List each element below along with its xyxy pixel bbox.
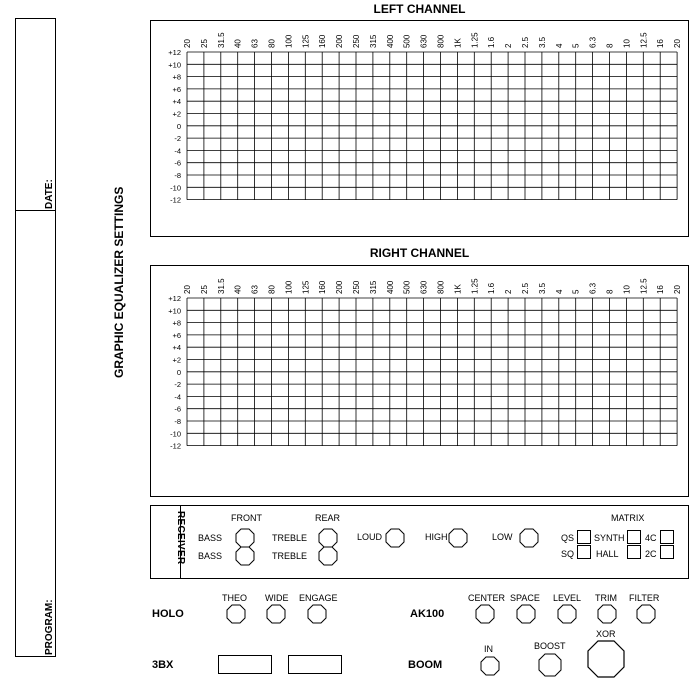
right-channel-grid [150,265,689,497]
right-level-label: +2 [172,355,181,365]
wide-label: WIDE [265,593,289,603]
right-level-label: +6 [172,330,181,340]
left-level-label: -10 [170,183,181,193]
theo-label: THEO [222,593,248,603]
right-level-label: -2 [174,380,181,390]
left-freq-label: 10 [622,39,632,48]
right-level-label: -10 [170,429,181,439]
left-freq-label: 500 [402,34,412,48]
wide-knob[interactable] [266,604,286,624]
space-knob[interactable] [516,604,536,624]
left-freq-label: 20 [673,39,683,48]
left-freq-label: 8 [605,43,615,48]
in-knob[interactable] [480,656,500,676]
holo-label: HOLO [152,608,184,620]
right-level-label: +8 [172,318,181,328]
right-freq-label: 20 [183,285,192,294]
left-level-label: +8 [172,72,181,82]
sq-label: SQ [561,549,575,559]
right-level-label: -8 [174,417,181,426]
right-level-label: +12 [168,294,181,303]
left-level-label: +10 [168,60,181,70]
high-label: HIGH [425,532,448,542]
left-level-label: 0 [176,121,181,131]
right-freq-label: 125 [301,280,311,294]
left-freq-label: 250 [352,34,361,48]
left-freq-label: 1K [453,38,463,48]
trim-knob[interactable] [597,604,617,624]
3bx-slot-1[interactable] [218,655,272,674]
right-freq-label: 1.25 [470,278,480,294]
qs-checkbox[interactable] [577,530,591,544]
filter-label: FILTER [629,593,660,603]
boost-label: BOOST [534,641,566,651]
right-freq-label: 100 [284,280,294,294]
front-label: FRONT [231,513,262,523]
theo-knob[interactable] [226,604,246,624]
right-freq-label: 4 [554,289,564,294]
right-freq-label: 25 [199,285,209,294]
center-label: CENTER [468,593,506,603]
xor-label: XOR [596,629,616,639]
low-knob[interactable] [519,528,539,548]
right-freq-label: 1K [453,284,463,294]
date-label: DATE: [44,179,55,209]
bass-front-knob[interactable] [235,528,255,548]
right-freq-label: 6.3 [588,282,598,294]
level-label: LEVEL [553,593,582,603]
left-freq-label: 80 [267,39,277,48]
treble-2-knob[interactable] [318,546,338,566]
in-label: IN [484,644,493,654]
left-freq-label: 4 [554,43,564,48]
left-freq-label: 16 [656,39,666,48]
left-freq-label: 200 [335,34,345,48]
left-freq-label: 25 [199,39,209,48]
left-level-label: +4 [172,97,181,107]
program-label: PROGRAM: [44,599,55,655]
loud-label: LOUD [357,532,383,542]
right-freq-label: 31.5 [216,278,226,294]
xor-knob[interactable] [587,640,625,678]
left-channel-grid [150,20,689,237]
right-level-label: -12 [170,441,181,451]
left-channel-title: LEFT CHANNEL [373,2,466,16]
left-freq-label: 160 [318,34,328,48]
2c-label: 2C [645,549,657,559]
hall-checkbox[interactable] [627,545,641,559]
right-freq-label: 12.5 [639,278,649,294]
engage-knob[interactable] [307,604,327,624]
left-freq-label: 63 [250,39,260,48]
right-freq-label: 160 [318,280,328,294]
hall-label: HALL [596,549,619,559]
left-freq-label: 3.5 [537,36,547,48]
engage-label: ENGAGE [299,593,338,603]
left-freq-label: 630 [419,34,429,48]
right-freq-label: 10 [622,285,632,294]
left-freq-label: 800 [436,34,446,48]
left-level-label: -6 [174,158,181,168]
left-level-label: -8 [174,171,181,180]
filter-knob[interactable] [636,604,656,624]
left-level-label: +2 [172,109,181,119]
left-freq-label: 125 [301,34,311,48]
level-knob[interactable] [557,604,577,624]
left-freq-label: 5 [571,43,581,48]
loud-knob[interactable] [385,528,405,548]
left-level-label: -2 [174,134,181,144]
right-level-label: -6 [174,404,181,414]
left-level-label: +12 [168,48,181,57]
right-freq-label: 5 [571,289,581,294]
left-level-label: -4 [174,146,181,156]
right-level-label: +4 [172,343,181,353]
3bx-slot-2[interactable] [288,655,342,674]
left-freq-label: 6.3 [588,36,598,48]
synth-checkbox[interactable] [627,530,641,544]
right-level-label: +10 [168,306,181,316]
left-freq-label: 20 [183,39,192,48]
left-level-label: -12 [170,195,181,205]
left-freq-label: 1.25 [470,32,480,48]
boom-label: BOOM [408,659,443,671]
right-channel-frame [150,265,689,497]
sidebar-divider [15,210,56,211]
right-freq-label: 630 [419,280,429,294]
sidebar-frame [15,18,56,657]
qs-label: QS [561,533,575,543]
right-freq-label: 16 [656,285,666,294]
right-freq-label: 20 [673,285,683,294]
treble-1-label: TREBLE [272,533,308,543]
left-freq-label: 1.6 [487,36,497,48]
trim-label: TRIM [595,593,617,603]
left-level-label: +6 [172,84,181,94]
treble-2-label: TREBLE [272,551,308,561]
right-freq-label: 40 [233,285,243,294]
2c-checkbox[interactable] [660,545,674,559]
right-freq-label: 500 [402,280,412,294]
sq-checkbox[interactable] [577,545,591,559]
right-freq-label: 315 [368,280,378,294]
space-label: SPACE [510,593,540,603]
left-freq-label: 2 [504,43,514,48]
right-freq-label: 3.5 [537,282,547,294]
right-level-label: 0 [176,367,181,377]
right-freq-label: 200 [335,280,345,294]
4c-label: 4C [645,533,657,543]
rear-label: REAR [315,513,341,523]
page-title: GRAPHIC EQUALIZER SETTINGS [112,186,126,378]
right-freq-label: 80 [267,285,277,294]
right-freq-label: 8 [605,289,615,294]
left-freq-label: 315 [368,34,378,48]
bass-rear-knob[interactable] [235,546,255,566]
right-channel-title: RIGHT CHANNEL [369,246,470,260]
right-freq-label: 250 [352,280,361,294]
right-freq-label: 2.5 [521,282,530,294]
bass-front-label: BASS [198,533,223,543]
ak100-label: AK100 [410,608,445,620]
right-freq-label: 400 [385,280,395,294]
receiver-label: RECEIVER [175,511,186,565]
right-freq-label: 800 [436,280,446,294]
left-freq-label: 31.5 [216,32,226,48]
left-freq-label: 400 [385,34,395,48]
left-freq-label: 12.5 [639,32,649,48]
4c-checkbox[interactable] [660,530,674,544]
right-freq-label: 2 [504,289,514,294]
left-channel-frame [150,20,689,237]
low-label: LOW [492,532,513,542]
bass-rear-label: BASS [198,551,223,561]
synth-label: SYNTH [594,533,625,543]
matrix-label: MATRIX [611,513,645,523]
center-knob[interactable] [475,604,495,624]
left-freq-label: 2.5 [521,36,530,48]
left-freq-label: 40 [233,39,243,48]
right-freq-label: 1.6 [487,282,497,294]
treble-1-knob[interactable] [318,528,338,548]
left-freq-label: 100 [284,34,294,48]
high-knob[interactable] [448,528,468,548]
3bx-label: 3BX [152,659,174,671]
right-level-label: -4 [174,392,181,402]
right-freq-label: 63 [250,285,260,294]
boost-knob[interactable] [538,653,562,677]
